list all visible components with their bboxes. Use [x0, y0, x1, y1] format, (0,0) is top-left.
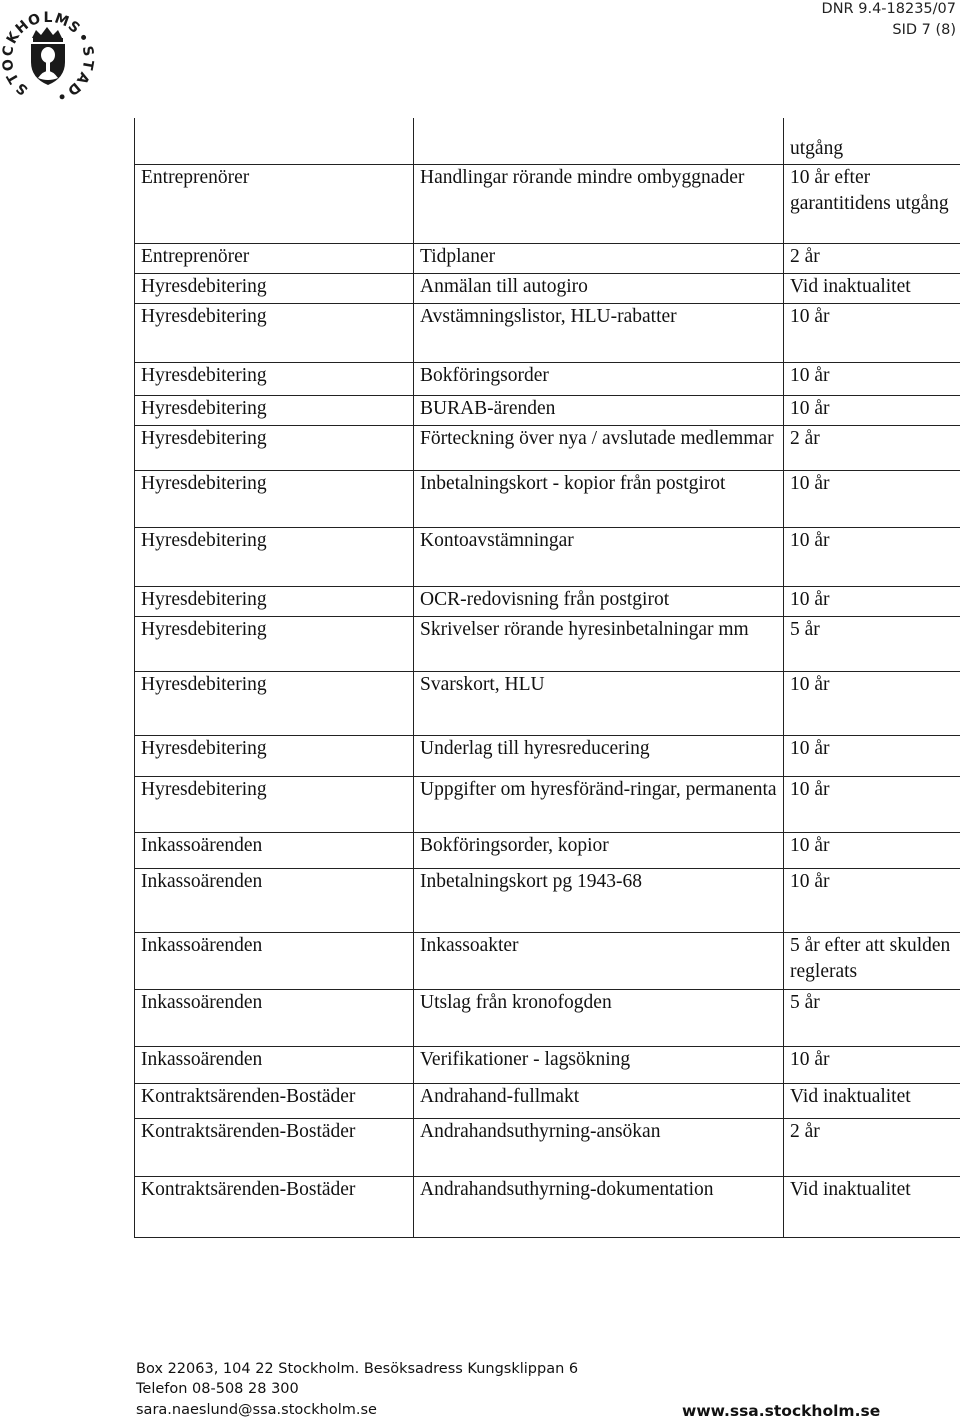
table-row: [135, 990, 960, 1047]
document-cell: Inkassoakter: [414, 933, 784, 990]
unit-cell: Hyresdebitering: [135, 736, 414, 777]
unit-cell: Hyresdebitering: [135, 274, 414, 304]
unit-cell: Hyresdebitering: [135, 304, 414, 363]
table-row: [135, 1047, 960, 1084]
table-row: [135, 244, 960, 274]
table-row: [135, 933, 960, 990]
footer-address: Box 22063, 104 22 Stockholm. Besöksadress Kungsklippan 6: [136, 1361, 579, 1377]
logo-letter: M: [52, 10, 71, 31]
document-cell: Underlag till hyresreducering: [414, 736, 784, 777]
table-row: [135, 1084, 960, 1119]
unit-cell: Kontraktsärenden-Bostäder: [135, 1177, 414, 1238]
table-row: [135, 1119, 960, 1177]
document-cell: Andrahandsuthyrning-ansökan: [414, 1119, 784, 1177]
unit-cell: Hyresdebitering: [135, 587, 414, 617]
stockholm-crown-emblem-icon: [31, 27, 65, 85]
retention-cell: Vid inaktualitet: [784, 1084, 960, 1119]
retention-cell: Vid inaktualitet: [784, 274, 960, 304]
unit-cell: Hyresdebitering: [135, 777, 414, 833]
page-number: SID 7 (8): [892, 22, 956, 38]
retention-cell: 5 år efter att skulden reglerats: [784, 933, 960, 990]
table-row: [135, 471, 960, 528]
document-cell: Bokföringsorder: [414, 363, 784, 396]
logo-letter: •: [54, 86, 69, 105]
document-reference: [822, 0, 956, 41]
table-row: [135, 528, 960, 587]
unit-cell: Hyresdebitering: [135, 471, 414, 528]
retention-cell: 10 år efter garantitidens utgång: [784, 165, 960, 244]
unit-cell: Inkassoärenden: [135, 1047, 414, 1084]
retention-cell: 10 år: [784, 396, 960, 426]
unit-cell: Hyresdebitering: [135, 426, 414, 471]
document-cell: BURAB-ärenden: [414, 396, 784, 426]
logo-letter: •: [73, 30, 92, 46]
document-cell: Bokföringsorder, kopior: [414, 833, 784, 869]
unit-cell: Hyresdebitering: [135, 617, 414, 672]
logo-letter: T: [78, 58, 97, 71]
logo-letter: C: [0, 44, 18, 58]
unit-cell: Entreprenörer: [135, 165, 414, 244]
table-row: [135, 587, 960, 617]
table-row: [135, 869, 960, 933]
logo-letter: A: [72, 69, 93, 87]
table-row: [135, 1177, 960, 1238]
retention-cell: 5 år: [784, 990, 960, 1047]
document-cell: Inbetalningskort - kopior från postgirot: [414, 471, 784, 528]
table-row: [135, 304, 960, 363]
document-cell: Handlingar rörande mindre ombyggnader: [414, 165, 784, 244]
document-cell: Skrivelser rörande hyresinbetalningar mm: [414, 617, 784, 672]
retention-cell: 10 år: [784, 304, 960, 363]
logo-letter: L: [43, 10, 53, 26]
unit-cell: Inkassoärenden: [135, 833, 414, 869]
retention-cell: 10 år: [784, 672, 960, 736]
unit-cell: Hyresdebitering: [135, 363, 414, 396]
logo-letter: T: [4, 69, 23, 87]
table-row: [135, 833, 960, 869]
logo-letter: H: [12, 17, 32, 38]
document-cell: Svarskort, HLU: [414, 672, 784, 736]
unit-cell: Entreprenörer: [135, 244, 414, 274]
logo-letter: O: [25, 10, 43, 30]
unit-cell: Inkassoärenden: [135, 869, 414, 933]
footer-website: www.ssa.stockholm.se: [682, 1402, 881, 1420]
retention-cell: 10 år: [784, 777, 960, 833]
table-row: [135, 426, 960, 471]
table-row: [135, 777, 960, 833]
document-cell: Utslag från kronofogden: [414, 990, 784, 1047]
table-row: [135, 736, 960, 777]
logo-letter: O: [0, 57, 18, 73]
retention-cell: 2 år: [784, 426, 960, 471]
table-row: [135, 363, 960, 396]
retention-cell: 2 år: [784, 244, 960, 274]
unit-cell: Hyresdebitering: [135, 396, 414, 426]
document-cell: Kontoavstämningar: [414, 528, 784, 587]
unit-cell: [135, 118, 414, 165]
footer-email: sara.naeslund@ssa.stockholm.se: [136, 1402, 377, 1418]
retention-cell: 10 år: [784, 587, 960, 617]
retention-cell: 10 år: [784, 1047, 960, 1084]
document-cell: Inbetalningskort pg 1943-68: [414, 869, 784, 933]
unit-cell: Hyresdebitering: [135, 672, 414, 736]
unit-cell: Inkassoärenden: [135, 990, 414, 1047]
retention-cell: 5 år: [784, 617, 960, 672]
table-row: [135, 165, 960, 244]
unit-cell: Kontraktsärenden-Bostäder: [135, 1084, 414, 1119]
retention-cell: 10 år: [784, 363, 960, 396]
table-row: [135, 672, 960, 736]
retention-cell: Vid inaktualitet: [784, 1177, 960, 1238]
logo-letter: S: [78, 44, 97, 58]
unit-cell: Inkassoärenden: [135, 933, 414, 990]
document-cell: [414, 118, 784, 165]
table-row: [135, 118, 960, 165]
document-cell: Anmälan till autogiro: [414, 274, 784, 304]
logo-letter: S: [64, 18, 83, 37]
retention-cell: 10 år: [784, 471, 960, 528]
retention-cell: 10 år: [784, 528, 960, 587]
retention-cell: 10 år: [784, 736, 960, 777]
document-cell: Uppgifter om hyresföränd-ringar, permanenta: [414, 777, 784, 833]
retention-cell: 2 år: [784, 1119, 960, 1177]
unit-cell: Kontraktsärenden-Bostäder: [135, 1119, 414, 1177]
retention-cell: 10 år: [784, 833, 960, 869]
unit-cell: Hyresdebitering: [135, 528, 414, 587]
document-cell: Andrahandsuthyrning-dokumentation: [414, 1177, 784, 1238]
document-cell: Förteckning över nya / avslutade medlemmar: [414, 426, 784, 471]
table-row: [135, 617, 960, 672]
retention-schedule-body: [135, 118, 960, 1238]
logo-letter: S: [13, 79, 32, 98]
retention-cell: 10 år: [784, 869, 960, 933]
document-cell: OCR-redovisning från postgirot: [414, 587, 784, 617]
document-cell: Verifikationer - lagsökning: [414, 1047, 784, 1084]
retention-cell: utgång: [784, 118, 960, 165]
diary-number: DNR 9.4-18235/07: [821, 1, 956, 17]
retention-schedule-table: [134, 118, 960, 1238]
document-cell: Andrahand-fullmakt: [414, 1084, 784, 1119]
table-row: [135, 396, 960, 426]
document-cell: Tidplaner: [414, 244, 784, 274]
footer-phone: Telefon 08-508 28 300: [136, 1381, 299, 1397]
document-cell: Avstämningslistor, HLU-rabatter: [414, 304, 784, 363]
stockholms-stad-logo: [0, 0, 100, 112]
logo-letter: D: [64, 78, 84, 99]
logo-letter: K: [3, 29, 24, 47]
table-row: [135, 274, 960, 304]
